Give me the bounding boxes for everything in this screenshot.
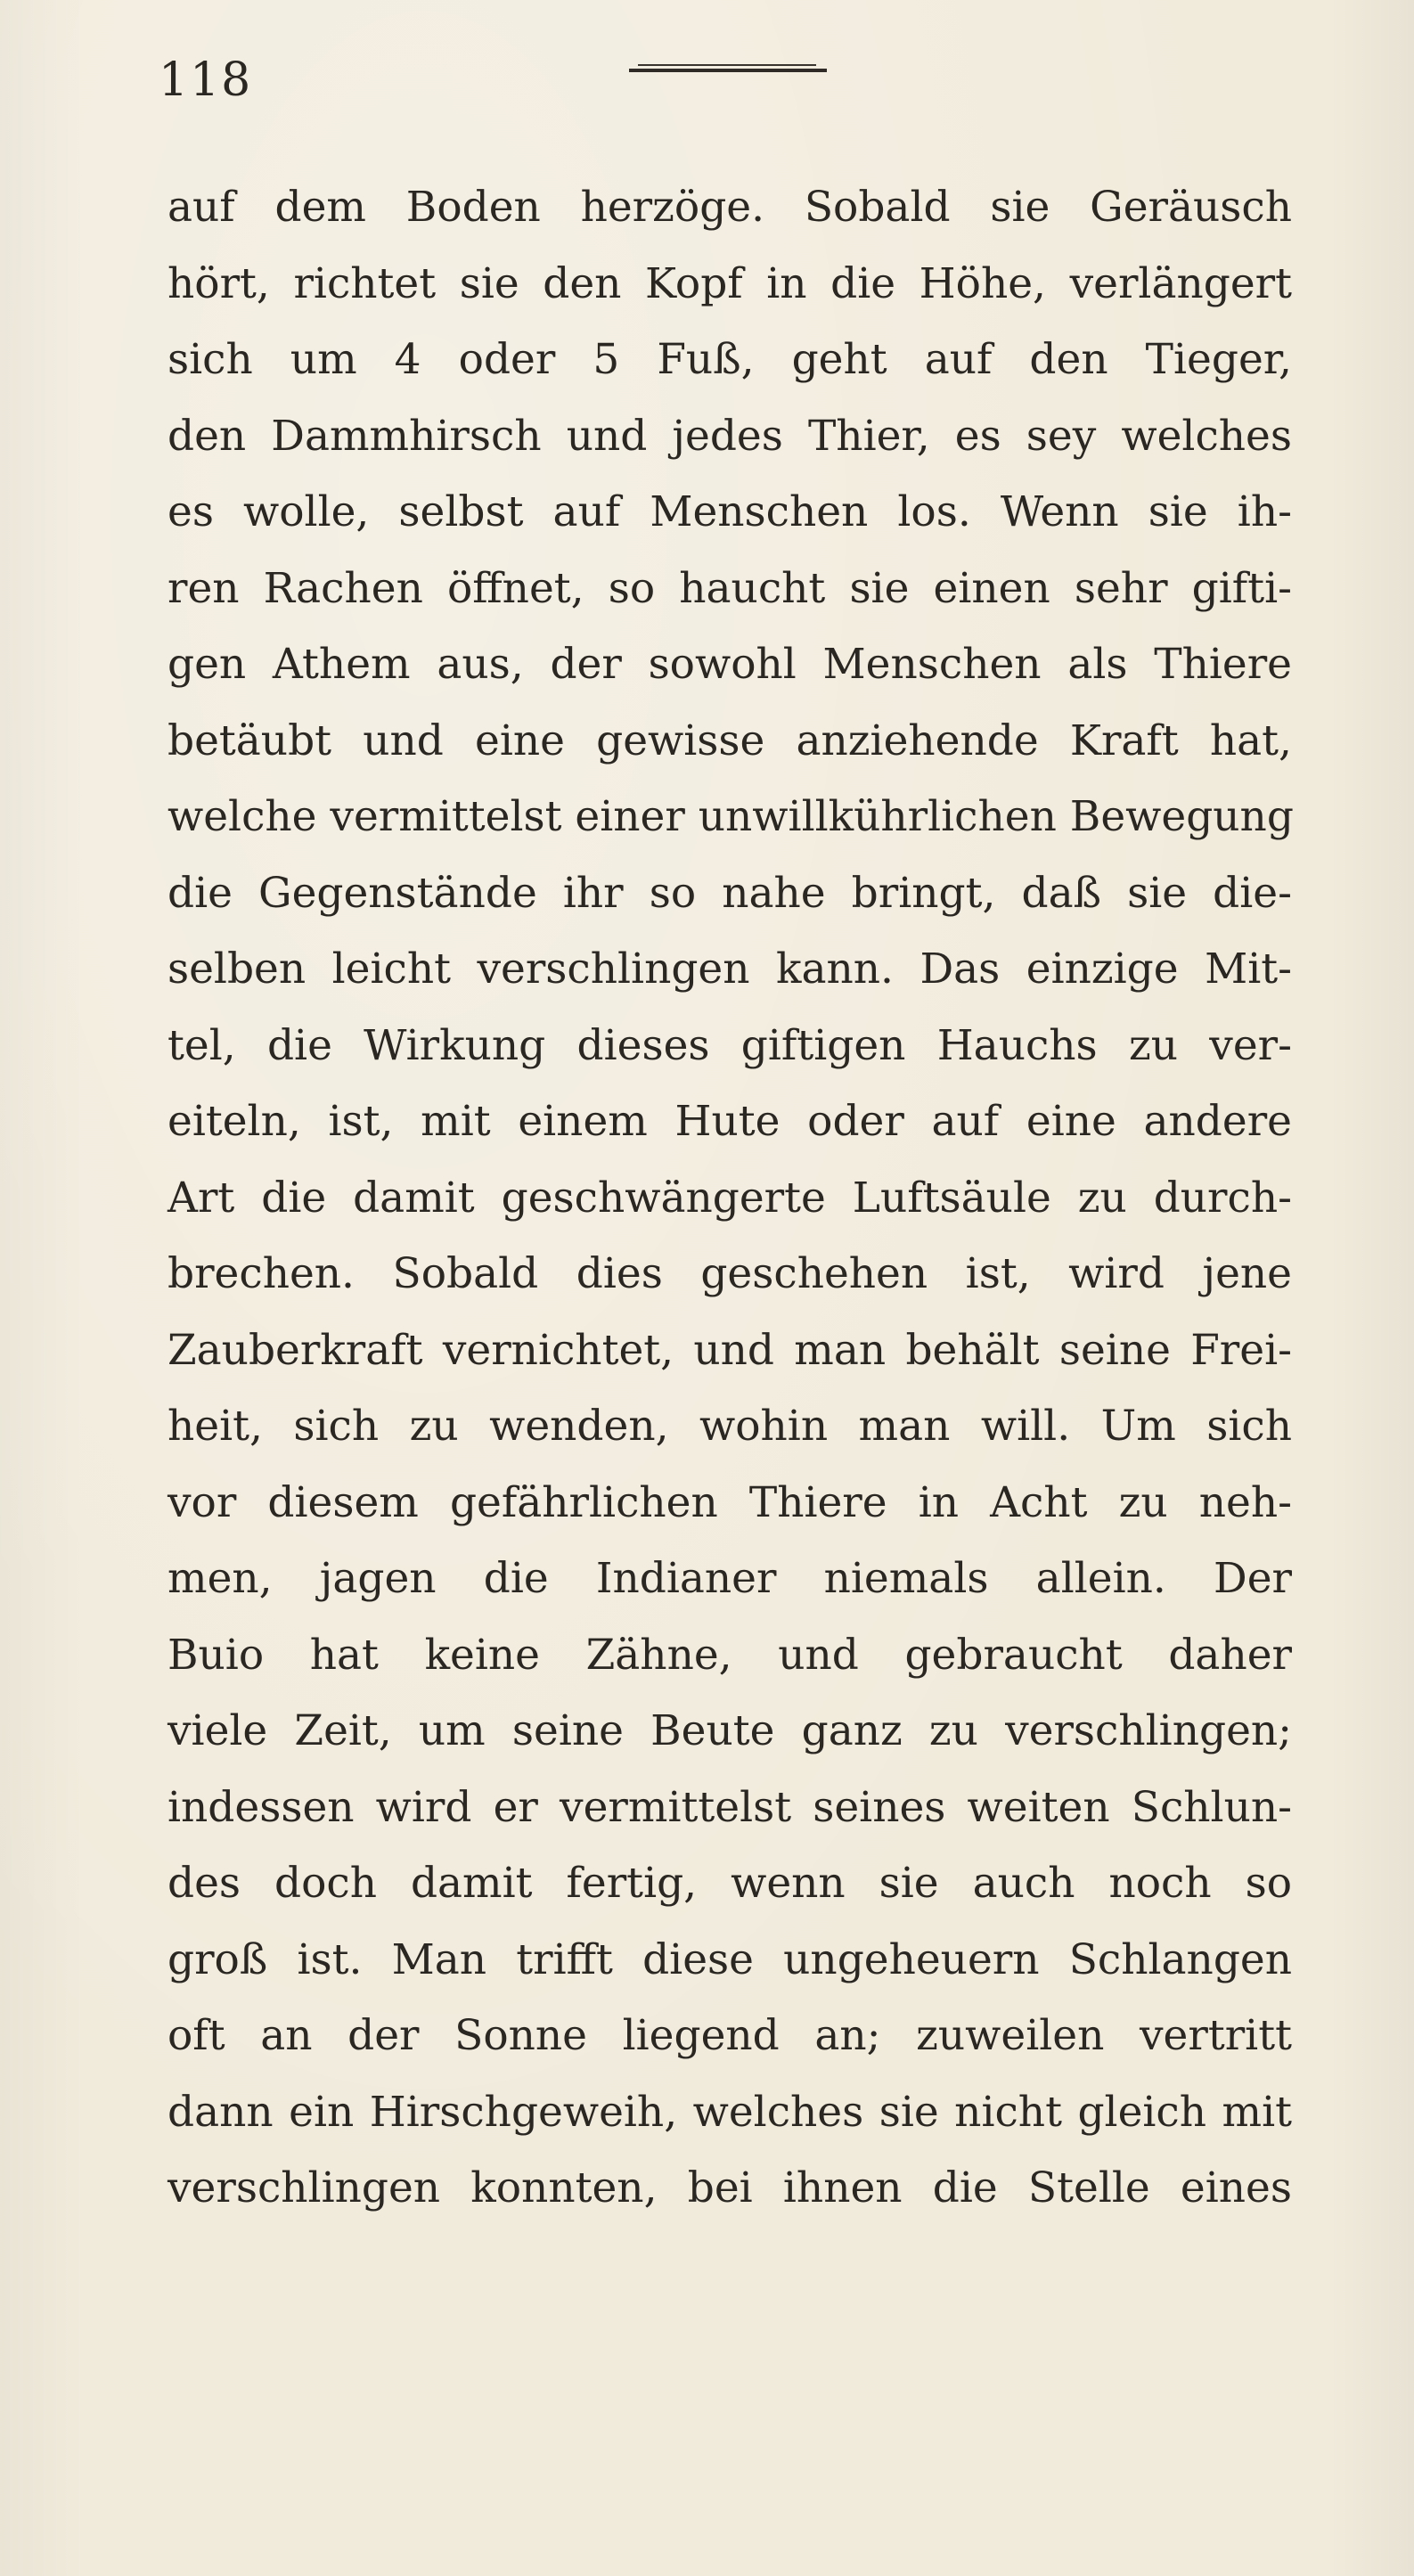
text-line: viele Zeit, um seine Beute ganz zu verschlingen; <box>168 1706 1292 1755</box>
text-line: sich um 4 oder 5 Fuß, geht auf den Tieger, <box>168 335 1292 384</box>
text-line: ren Rachen öffnet, so haucht sie einen sehr gifti- <box>168 563 1292 613</box>
body-text <box>168 169 1292 2227</box>
text-line: tel, die Wirkung dieses giftigen Hauchs zu ver- <box>168 1020 1292 1070</box>
header-rule-thick-line <box>629 69 827 72</box>
text-line: Art die damit geschwängerte Luftsäule zu durch- <box>168 1173 1292 1223</box>
text-line: die Gegenstände ihr so nahe bringt, daß sie die- <box>168 868 1292 918</box>
text-line: Zauberkraft vernichtet, und man behält seine Frei- <box>168 1325 1292 1375</box>
text-line: men, jagen die Indianer niemals allein. Der <box>168 1554 1292 1603</box>
text-line: vor diesem gefährlichen Thiere in Acht zu neh- <box>168 1477 1292 1527</box>
header-rule <box>629 64 827 73</box>
text-line: selben leicht verschlingen kann. Das einzige Mit- <box>168 945 1292 994</box>
text-line: betäubt und eine gewisse anziehende Kraft hat, <box>168 716 1292 765</box>
text-line: auf dem Boden herzöge. Sobald sie Geräusch <box>168 183 1292 232</box>
page-number: 118 <box>159 53 253 107</box>
text-line: gen Athem aus, der sowohl Menschen als Thiere <box>168 640 1292 689</box>
text-line: eiteln, ist, mit einem Hute oder auf eine andere <box>168 1097 1292 1146</box>
text-line: indessen wird er vermittelst seines weiten Schlun- <box>168 1782 1292 1832</box>
text-line: den Dammhirsch und jedes Thier, es sey welches <box>168 411 1292 461</box>
header-rule-thin-line <box>638 64 816 66</box>
text-line: groß ist. Man trifft diese ungeheuern Schlangen <box>168 1934 1292 1984</box>
text-line: es wolle, selbst auf Menschen los. Wenn sie ih- <box>168 487 1292 536</box>
text-line: oft an der Sonne liegend an; zuweilen vertritt <box>168 2011 1292 2060</box>
text-line: verschlingen konnten, bei ihnen die Stelle eines <box>168 2163 1292 2212</box>
text-line: hört, richtet sie den Kopf in die Höhe, verlängert <box>168 258 1292 308</box>
text-line: Buio hat keine Zähne, und gebraucht daher <box>168 1630 1292 1680</box>
text-line: heit, sich zu wenden, wohin man will. Um sich <box>168 1402 1292 1451</box>
text-line: dann ein Hirschgeweih, welches sie nicht gleich mit <box>168 2087 1292 2137</box>
text-line: welche vermittelst einer unwillkührlichen Bewegung <box>168 792 1294 841</box>
text-line: brechen. Sobald dies geschehen ist, wird jene <box>168 1249 1292 1298</box>
text-line: des doch damit fertig, wenn sie auch noch so <box>168 1859 1292 1908</box>
